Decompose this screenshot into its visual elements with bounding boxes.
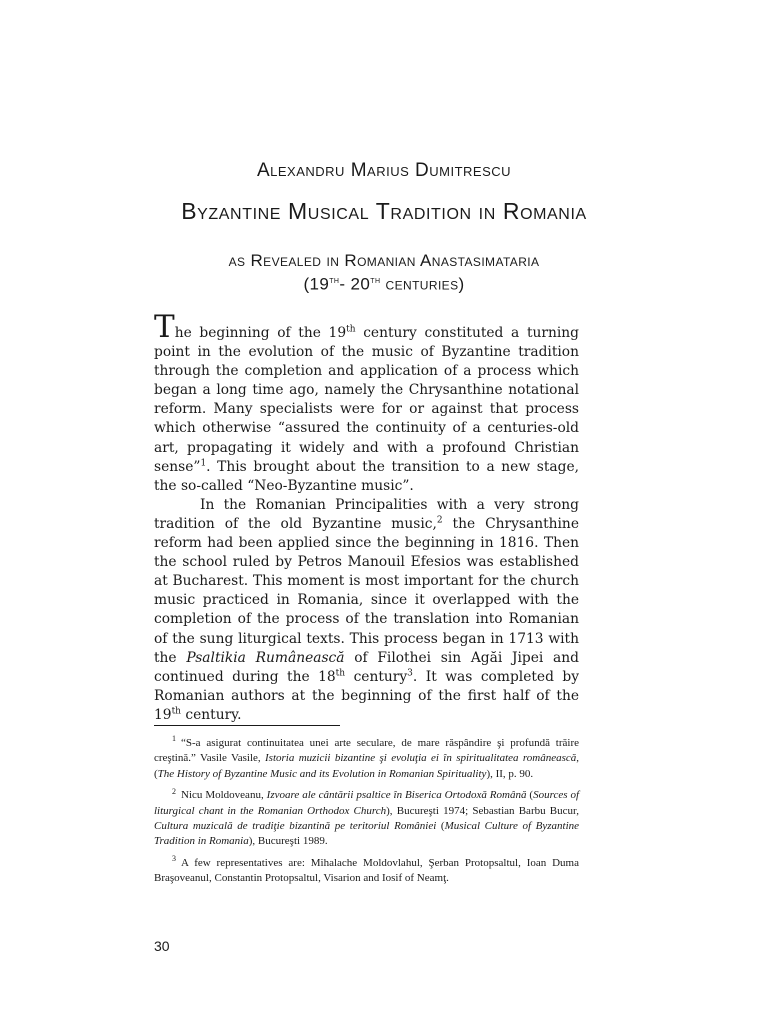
article-title: Byzantine Musical Tradition in Romania — [181, 198, 587, 224]
fn1-text-a: “S-a asigurat continuitatea unei arte seculare, de mare răspândire şi profundă trăire creştină.” Vasile Vasile, — [154, 737, 579, 765]
p2-text-e: . It was completed by Romanian authors at the beginning of the first half of the 19 — [154, 668, 579, 723]
fn1-italic-2: The History of Byzantine Music and its Evolution in Romanian Spirituality — [157, 767, 487, 780]
body-text — [154, 309, 579, 725]
fn3-text-a: A few representatives are: Mihalache Moldovlahul, Şerban Protopsaltul, Ioan Duma Braşoveanul, Constantin Protopsaltul, Visarion and Iosif of Neamţ. — [154, 856, 579, 885]
footnote-ref-2[interactable]: 2 — [436, 515, 443, 526]
p2-text-f: century. — [180, 706, 242, 723]
fn1-text-c: ), II, p. 90. — [486, 767, 534, 780]
subtitle-tail: centuries) — [380, 274, 465, 294]
drop-cap: T — [154, 309, 175, 345]
p2-sup-th: th — [335, 668, 346, 679]
footnote-ref-1[interactable]: 1 — [200, 458, 207, 469]
footnote-2 — [154, 788, 579, 850]
footnote-divider — [154, 725, 340, 726]
footnote-1 — [154, 736, 579, 782]
subtitle-th-1: th — [329, 275, 340, 286]
footnote-number: 3 — [172, 854, 176, 864]
subtitle-line-2 — [120, 271, 648, 295]
fn2-text-a: Nicu Moldoveanu, — [181, 789, 267, 802]
p1-sup-th: th — [346, 324, 356, 335]
p2-text-d: century — [345, 668, 408, 685]
page-number: 30 — [154, 938, 170, 954]
subtitle-th-2: th — [370, 275, 381, 286]
p2-text-c: of Filothei sin Agăi Jipei and continued during the 18 — [154, 649, 579, 685]
subtitle-20: - 20 — [339, 274, 371, 294]
fn2-italic-3: Cultura muzicală de tradiţie bizantină pe teritoriul României — [154, 820, 437, 833]
paragraph-1 — [154, 309, 579, 496]
fn2-text-e: ), Bucureşti 1989. — [248, 835, 328, 848]
fn1-italic-1: Istoria muzicii bizantine şi evoluţia ei în spiritualitatea românească — [265, 752, 577, 765]
footnote-ref-3[interactable]: 3 — [407, 668, 413, 679]
footnote-number: 1 — [172, 734, 176, 744]
fn2-text-b: ( — [526, 789, 534, 802]
footnote-3 — [154, 856, 579, 887]
p2-text-a: In the Romanian Principalities with a very strong tradition of the old Byzantine music, — [154, 496, 579, 532]
fn2-italic-1: Izvoare ale cântării psaltice în Biserica Ortodoxă Română — [266, 789, 527, 802]
p1-text-a: he beginning of the 19 — [174, 325, 347, 341]
footnotes — [154, 736, 579, 893]
subtitle-19: (19 — [303, 274, 330, 294]
fn2-text-c: ), Bucureşti 1974; Sebastian Barbu Bucur, — [386, 804, 579, 817]
p1-text-b: century constituted a turning point in the evolution of the music of Byzantine tradition through the completion and application of a process which began a long time ago, namely the Chrysanthine notational reform. Many specialists were for or against that process which otherwise “assured the continuity of a centuries-old art, propagating it widely and with a profound Christian sense” — [154, 325, 579, 475]
subtitle-line-1: as Revealed in Romanian Anastasimataria — [228, 251, 540, 270]
fn2-text-d: ( — [436, 820, 445, 833]
p1-text-c: . This brought about the transition to a new stage, the so-called “Neo-Byzantine music”. — [154, 458, 579, 494]
fn2-italic-4: Musical Culture of Byzantine Tradition in Romania — [154, 820, 580, 848]
fn2-italic-2: Sources of liturgical chant in the Romanian Orthodox Church — [154, 789, 580, 817]
fn1-text-b: , ( — [154, 752, 579, 780]
author-name: Alexandru Marius Dumitrescu — [256, 160, 512, 181]
footnote-number: 2 — [172, 786, 176, 796]
p2-text-b: the Chrysanthine reform had been applied since the beginning in 1816. Then the school ruled by Petros Manouil Efesios was established at Bucharest. This moment is most important for the church music practiced in Romania, since it overlapped with the completion of the process of the translation into Romanian of the sung liturgical texts. This process began in 1713 with the — [154, 515, 579, 666]
article-subtitle — [120, 251, 648, 295]
paragraph-2 — [154, 496, 579, 725]
p2-sup-th-2: th — [171, 706, 181, 717]
p2-italic-title: Psaltikia Rumânească — [186, 649, 345, 666]
